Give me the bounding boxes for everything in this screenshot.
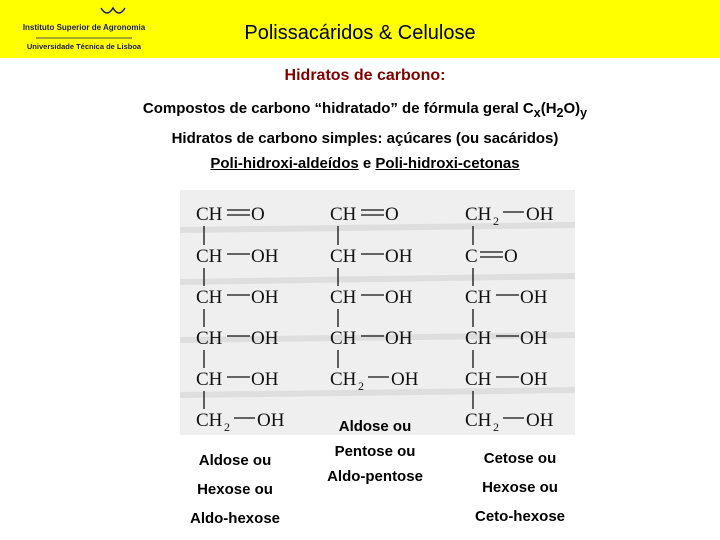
c1-oxygen: O	[385, 204, 399, 225]
c5-atom: CH	[330, 369, 357, 390]
c1-atom: CH	[330, 204, 357, 225]
c2-atom: CH	[196, 246, 223, 267]
c2-hydroxyl: OH	[385, 246, 413, 267]
caption-line: Ceto-hexose	[474, 508, 566, 525]
c3-atom: CH	[465, 287, 492, 308]
caption-line: Cetose ou	[483, 450, 557, 467]
formula-close: O)	[563, 100, 581, 117]
c6-subscript: 2	[493, 420, 499, 434]
section-subtitle: Hidratos de carbono:	[284, 67, 446, 84]
c2-atom: C	[465, 246, 478, 267]
ketohexose-structure	[465, 204, 554, 434]
ketones-term: Poli-hidroxi-cetonas	[375, 155, 520, 172]
isa-logo	[6, 4, 162, 54]
c2-atom: CH	[330, 246, 357, 267]
c5-atom: CH	[196, 369, 223, 390]
c5-hydroxyl: OH	[251, 369, 279, 390]
caption-line: Aldose ou	[198, 452, 272, 469]
logo-university-name: Universidade Técnica de Lisboa	[26, 42, 142, 51]
formula-prefix: Compostos de carbono “hidratado” de fórmula geral C	[142, 100, 534, 117]
c2-oxygen: O	[504, 246, 518, 267]
formula-sub-y: y	[580, 106, 588, 120]
c1-oxygen: O	[251, 204, 265, 225]
c4-atom: CH	[465, 328, 492, 349]
c1-atom: CH	[196, 204, 223, 225]
aldohexose-caption	[170, 446, 300, 533]
simple-sugars-line: Hidratos de carbono simples: açúcares (ou sacáridos)	[171, 130, 559, 147]
aldopentose-caption	[305, 414, 445, 489]
c1-hydroxyl: OH	[526, 204, 554, 225]
caption-line: Aldose ou	[338, 418, 412, 435]
c6-hydroxyl: OH	[526, 410, 554, 431]
structural-formulas	[180, 190, 575, 435]
c4-hydroxyl: OH	[251, 328, 279, 349]
c1-atom: CH	[465, 204, 492, 225]
formula-sub-2: 2	[556, 106, 564, 120]
c6-subscript: 2	[224, 420, 230, 434]
aldopentose-structure	[330, 204, 419, 393]
c2-hydroxyl: OH	[251, 246, 279, 267]
c5-hydroxyl: OH	[391, 369, 419, 390]
c5-atom: CH	[465, 369, 492, 390]
c4-atom: CH	[330, 328, 357, 349]
aldohexose-structure	[196, 204, 285, 434]
page-title: Polissacáridos & Celulose	[244, 22, 476, 44]
caption-line: Hexose ou	[197, 481, 273, 498]
c3-hydroxyl: OH	[251, 287, 279, 308]
c4-hydroxyl: OH	[385, 328, 413, 349]
formula-sub-x: x	[533, 106, 541, 120]
c5-hydroxyl: OH	[520, 369, 548, 390]
c3-atom: CH	[330, 287, 357, 308]
c3-hydroxyl: OH	[385, 287, 413, 308]
c3-hydroxyl: OH	[520, 287, 548, 308]
c6-atom: CH	[196, 410, 223, 431]
caption-line: Pentose ou	[334, 443, 416, 460]
c1-subscript: 2	[493, 214, 499, 228]
aldehydes-term: Poli-hidroxi-aldeídos	[210, 155, 359, 172]
caption-line: Hexose ou	[482, 479, 558, 496]
classes-line	[0, 155, 720, 172]
formula-mid: (H	[540, 100, 557, 117]
c5-subscript: 2	[358, 379, 364, 393]
c6-atom: CH	[465, 410, 492, 431]
formula-line	[0, 100, 720, 120]
conjunction: e	[358, 155, 376, 172]
header-bar	[0, 0, 720, 58]
caption-line: Aldo-hexose	[189, 510, 280, 527]
c4-hydroxyl: OH	[520, 328, 548, 349]
ketohexose-caption	[455, 444, 585, 531]
c4-atom: CH	[196, 328, 223, 349]
caption-line: Aldo-pentose	[327, 468, 423, 485]
c3-atom: CH	[196, 287, 223, 308]
c6-hydroxyl: OH	[257, 410, 285, 431]
logo-institution-name: Instituto Superior de Agronomia	[22, 23, 146, 32]
